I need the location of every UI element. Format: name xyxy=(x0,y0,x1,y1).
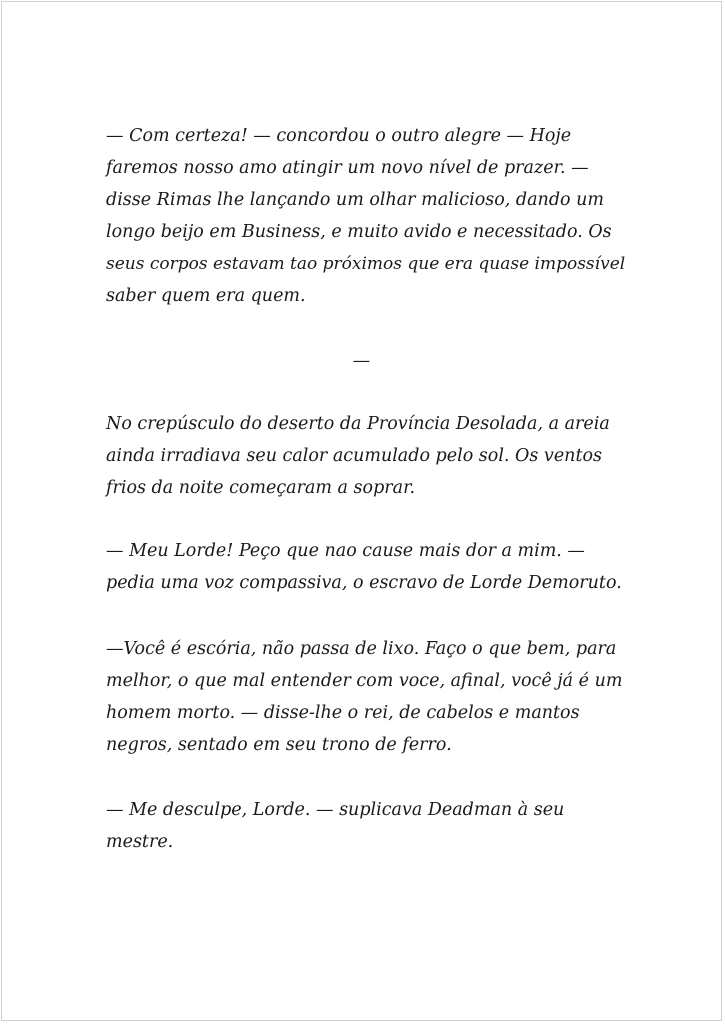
paragraph-line: saber quem era quem. xyxy=(106,286,306,306)
paragraph-line: pedia uma voz compassiva, o escravo de Lorde Demoruto. xyxy=(106,573,622,593)
paragraph-line: negros, sentado em seu trono de ferro. xyxy=(106,735,452,755)
paragraph-line: faremos nosso amo atingir um novo nível de prazer. — xyxy=(106,158,589,178)
paragraph-line: seus corpos estavam tao próximos que era quase impossível xyxy=(106,254,626,274)
paragraph-line: homem morto. — disse-lhe o rei, de cabelos e mantos xyxy=(106,703,580,723)
paragraph-1 xyxy=(106,120,626,312)
paragraph-4 xyxy=(106,633,626,761)
paragraph-line: longo beijo em Business, e muito avido e necessitado. Os xyxy=(106,222,612,242)
section-separator: — xyxy=(352,351,371,371)
paragraph-line: — Me desculpe, Lorde. — suplicava Deadman à seu xyxy=(106,800,565,820)
paragraph-5 xyxy=(106,794,626,858)
paragraph-line: mestre. xyxy=(106,832,174,852)
paragraph-line: No crepúsculo do deserto da Província Desolada, a areia xyxy=(106,414,610,434)
paragraph-line: melhor, o que mal entender com voce, afinal, você já é um xyxy=(106,671,623,691)
paragraph-line: — Meu Lorde! Peço que nao cause mais dor a mim. — xyxy=(106,541,585,561)
paragraph-line: disse Rimas lhe lançando um olhar malicioso, dando um xyxy=(106,190,604,210)
paragraph-2 xyxy=(106,408,626,504)
paragraph-line: —Você é escória, não passa de lixo. Faço o que bem, para xyxy=(106,639,617,659)
document-page xyxy=(1,1,722,1021)
paragraph-3 xyxy=(106,535,626,599)
paragraph-line: frios da noite começaram a soprar. xyxy=(106,478,416,498)
paragraph-line: ainda irradiava seu calor acumulado pelo sol. Os ventos xyxy=(106,446,602,466)
paragraph-line: — Com certeza! — concordou o outro alegre — Hoje xyxy=(106,126,572,146)
